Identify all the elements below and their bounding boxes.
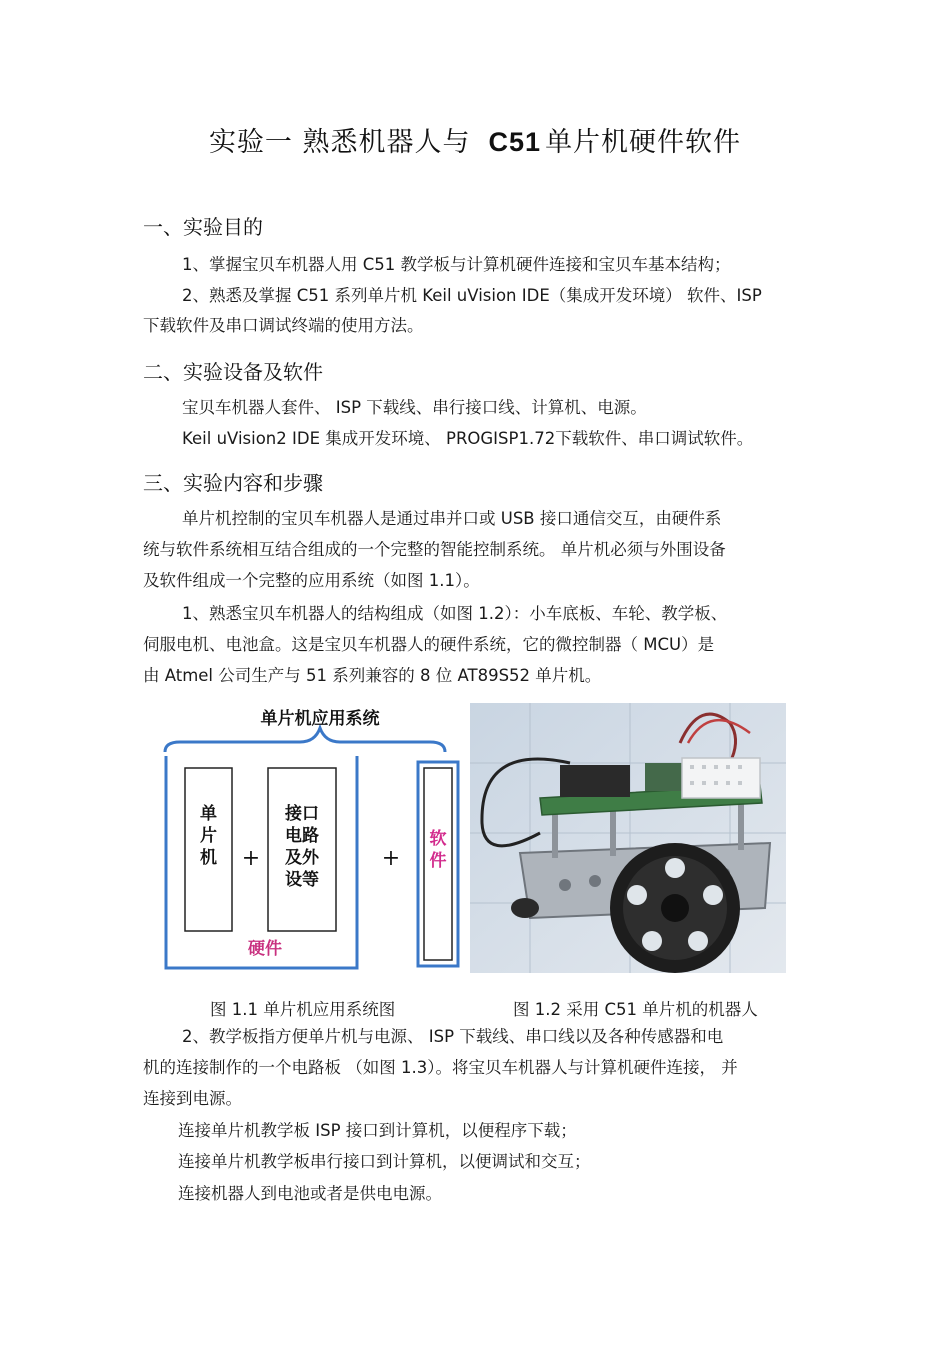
connection-step-2: 连接单片机教学板串行接口到计算机，以便调试和交互； (178, 1152, 591, 1171)
content-para-3-line-2: 机的连接制作的一个电路板 （如图 1.3）。将宝贝车机器人与计算机硬件连接， 并 (143, 1058, 738, 1077)
connection-step-1: 连接单片机教学板 ISP 接口到计算机，以便程序下载； (178, 1121, 577, 1140)
content-para-2-line-2: 伺服电机、电池盒。这是宝贝车机器人的硬件系统，它的微控制器（ MCU）是 (143, 635, 715, 654)
figure-1-2-robot-photo (470, 703, 786, 973)
content-para-2-line-1: 1、熟悉宝贝车机器人的结构组成（如图 1.2）：小车底板、车轮、教学板、 (182, 604, 728, 623)
content-para-3-line-3: 连接到电源。 (143, 1089, 242, 1108)
software-label: 软 件 (429, 829, 447, 872)
document-title (0, 120, 950, 159)
content-para-2-line-3: 由 Atmel 公司生产与 51 系列兼容的 8 位 AT89S52 单片机。 (143, 666, 602, 685)
title-suffix: 单片机硬件软件 (545, 127, 742, 158)
content-para-1-line-1: 单片机控制的宝贝车机器人是通过串并口或 USB 接口通信交互，由硬件系 (182, 509, 722, 528)
content-para-1-line-2: 统与软件系统相互结合组成的一个完整的智能控制系统。 单片机必须与外围设备 (143, 540, 726, 559)
purpose-item-1: 1、掌握宝贝车机器人用 C51 教学板与计算机硬件连接和宝贝车基本结构； (182, 255, 731, 274)
hardware-label: 硬件 (248, 939, 282, 959)
figure-1-2-caption: 图 1.2 采用 C51 单片机的机器人 (513, 1000, 758, 1019)
figure-1-1-caption: 图 1.1 单片机应用系统图 (210, 1000, 396, 1019)
interface-label: 接口 电路 及外 设等 (285, 804, 319, 891)
title-prefix: 实验一 熟悉机器人与 (208, 127, 471, 158)
section-heading-purpose: 一、实验目的 (143, 215, 263, 239)
equipment-line-1: 宝贝车机器人套件、 ISP 下载线、串行接口线、计算机、电源。 (182, 398, 647, 417)
content-para-3-line-1: 2、教学板指方便单片机与电源、 ISP 下载线、串口线以及各种传感器和电 (182, 1027, 724, 1046)
title-c51: C51 (488, 127, 542, 157)
section-heading-equipment: 二、实验设备及软件 (143, 360, 323, 384)
plus-sign-2: + (381, 846, 401, 871)
purpose-item-2: 2、熟悉及掌握 C51 系列单片机 Keil uVision IDE（集成开发环境） 软件、ISP (182, 286, 762, 305)
robot-photo-image (470, 703, 786, 973)
figure-1-1-diagram (160, 700, 460, 975)
section-heading-content: 三、实验内容和步骤 (143, 471, 323, 495)
plus-sign-1: + (241, 846, 261, 871)
purpose-item-2-cont: 下载软件及串口调试终端的使用方法。 (143, 316, 424, 335)
equipment-line-2: Keil uVision2 IDE 集成开发环境、 PROGISP1.72下载软件、串口调试软件。 (182, 429, 754, 448)
content-para-1-line-3: 及软件组成一个完整的应用系统（如图 1.1）。 (143, 571, 480, 590)
system-label: 单片机应用系统 (260, 709, 380, 729)
connection-step-3: 连接机器人到电池或者是供电电源。 (178, 1184, 442, 1203)
mcu-label: 单 片 机 (200, 804, 217, 869)
